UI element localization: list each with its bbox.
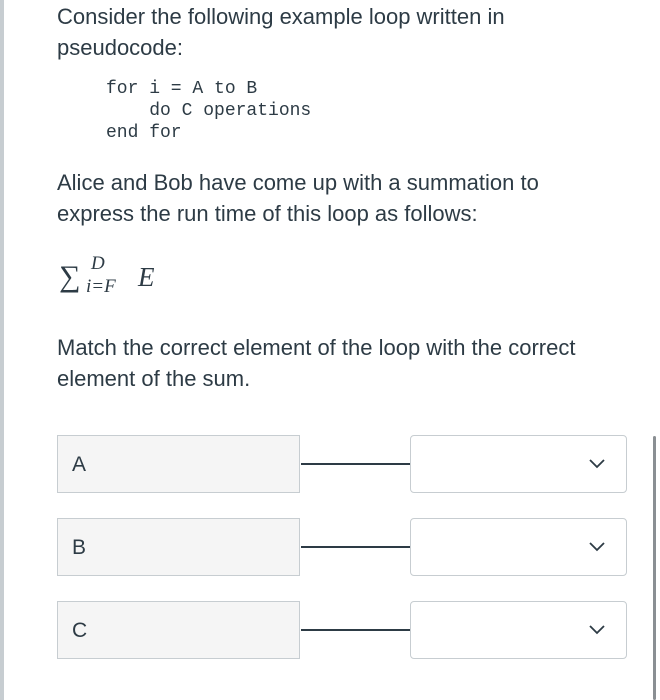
answer-select[interactable] [410, 601, 627, 659]
answer-select[interactable] [410, 518, 627, 576]
scrollbar[interactable] [653, 436, 656, 700]
answer-select[interactable] [410, 435, 627, 493]
chevron-down-icon [589, 455, 605, 471]
match-term: C [57, 601, 300, 659]
match-term: A [57, 435, 300, 493]
pseudocode-block [106, 78, 311, 144]
match-instruction: Match the correct element of the loop with the correct element of the sum. [57, 335, 576, 391]
left-border [0, 0, 4, 700]
intro-text: Consider the following example loop written in pseudocode: [57, 4, 505, 60]
match-term: B [57, 518, 300, 576]
match-row-b [57, 518, 627, 578]
upper-bound: D [91, 253, 105, 274]
code-line: end for [106, 123, 182, 143]
code-line: for i = A to B [106, 79, 258, 99]
connector-line [301, 546, 410, 548]
summary-text: Alice and Bob have come up with a summation to express the run time of this loop as follows: [57, 170, 539, 226]
chevron-down-icon [589, 621, 605, 637]
sigma-symbol: ∑ [59, 260, 81, 293]
chevron-down-icon [589, 538, 605, 554]
connector-line [301, 629, 410, 631]
match-row-a [57, 435, 627, 495]
code-line: do C operations [106, 101, 312, 121]
summation-formula [59, 250, 179, 300]
connector-line [301, 463, 410, 465]
match-row-c [57, 601, 627, 661]
lower-bound: i=F [86, 276, 116, 297]
summand: E [138, 262, 155, 292]
